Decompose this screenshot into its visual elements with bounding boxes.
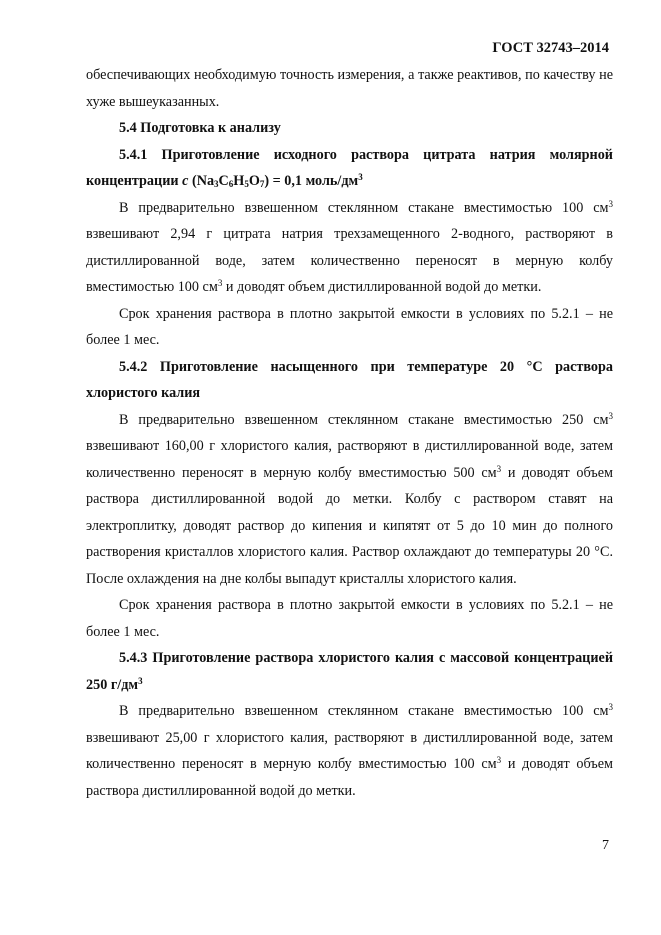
paragraph-storage-1: Срок хранения раствора в плотно закрытой емкости в условиях по 5.2.1 – не более 1 мес. — [86, 305, 613, 348]
section-heading-5-4-2: 5.4.2 Приготовление насыщенного при температуре 20 °С раствора хлористого калия — [86, 358, 613, 401]
page-number: 7 — [602, 838, 609, 853]
paragraph-continuation: обеспечивающих необходимую точность измерения, а также реактивов, по качеству не хуже вышеуказанных. — [86, 67, 613, 110]
section-heading-5-4: 5.4 Подготовка к анализу — [119, 120, 281, 136]
paragraph-citrate-prep: В предварительно взвешенном стеклянном стакане вместимостью 100 $см^3$ взвешивают 2,94 г цитрата натрия трехзамещенного 2-водного, растворяют в дистиллированной воде, затем количественно переносят в мерную колбу вместимостью 100 $см^3$ и доводят объем дистиллированной водой до метки. — [86, 198, 613, 295]
document-body — [86, 62, 613, 804]
section-heading-5-4-1: 5.4.1 Приготовление исходного раствора цитрата натрия молярной концентрации с $(Na_3C_6H_5O_7) = 0,1$ моль/$дм^3$ — [86, 146, 613, 189]
paragraph-kcl-250-prep: В предварительно взвешенном стеклянном стакане вместимостью 100 $см^3$ взвешивают 25,00 г хлористого калия, растворяют в дистиллированной воде, затем количественно переносят в мерную колбу вместимостью 100 $см^3$ и доводят объем раствора дистиллированной водой до метки. — [86, 702, 613, 799]
section-heading-5-4-3: 5.4.3 Приготовление раствора хлористого калия с массовой концентрацией 250 $г/дм^3$ — [86, 650, 613, 693]
paragraph-storage-2: Срок хранения раствора в плотно закрытой емкости в условиях по 5.2.1 – не более 1 мес. — [86, 597, 613, 640]
paragraph-saturated-kcl-prep: В предварительно взвешенном стеклянном стакане вместимостью 250 $см^3$ взвешивают 160,00 г хлористого калия, растворяют в дистиллированной воде, затем количественно переносят в мерную колбу вместимостью 500 $см^3$ и доводят объем раствора дистиллированной водой до метки. Колбу с раствором ставят на электроплитку, доводят раствор до кипения и кипятят от 5 до 10 мин до полного растворения кристаллов хлористого калия. Раствор охлаждают до температуры 20 °С. После охлаждения на дне колбы выпадут кристаллы хлористого калия. — [86, 410, 613, 587]
document-header: ГОСТ 32743–2014 — [492, 40, 609, 56]
